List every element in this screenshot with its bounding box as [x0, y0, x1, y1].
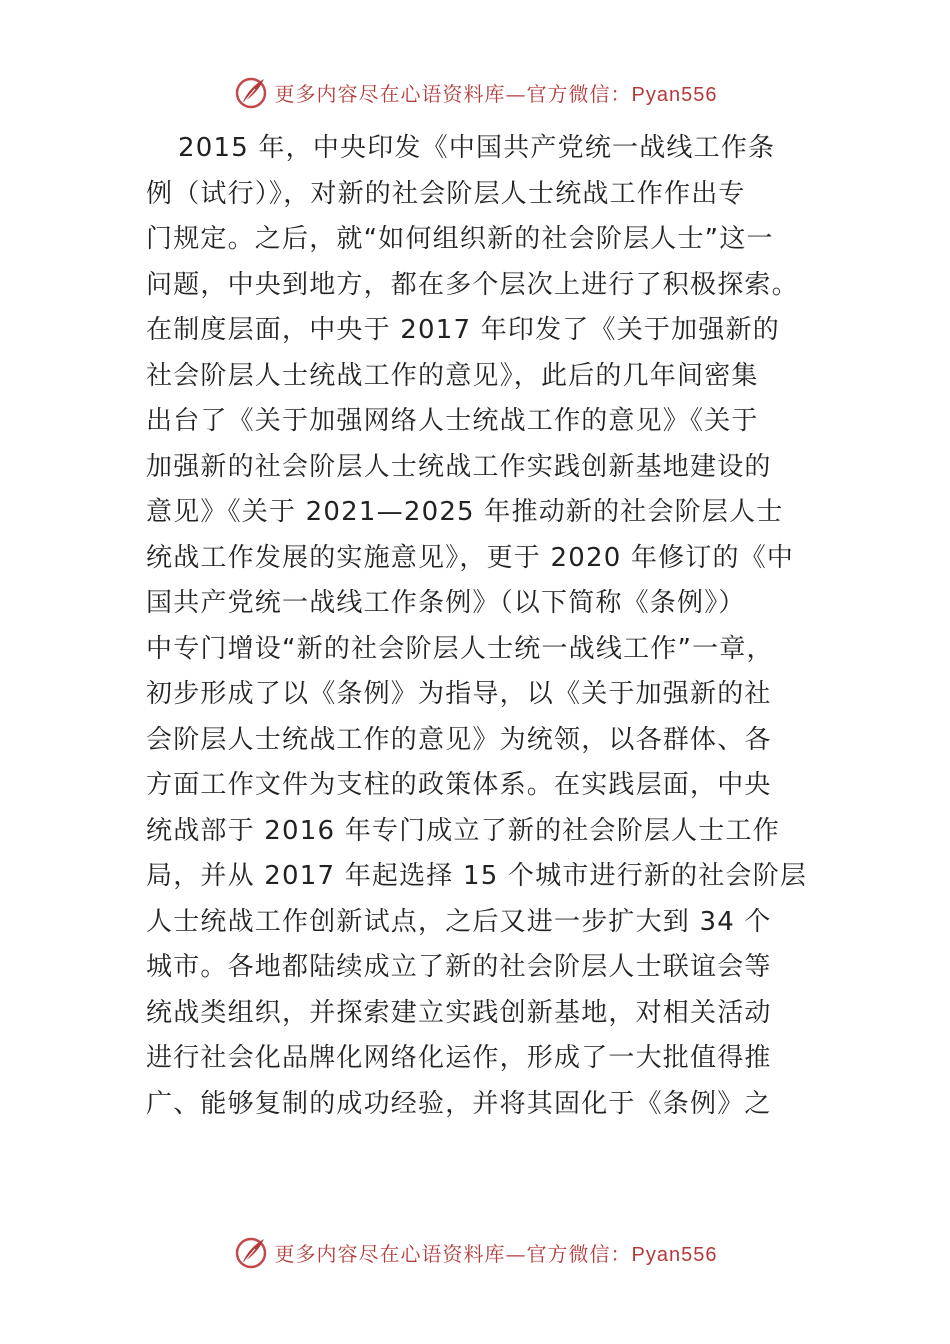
text-line: 中专门增设“新的社会阶层人士统一战线工作”一章， [146, 633, 774, 664]
text-line: 统战工作发展的实施意见》，更于 2020 年修订的《中 [146, 542, 795, 573]
text-line: 人士统战工作创新试点，之后又进一步扩大到 34 个 [146, 906, 772, 937]
document-body [146, 126, 836, 1127]
header-banner [0, 72, 950, 112]
text-line: 方面工作文件为支柱的政策体系。在实践层面，中央 [146, 770, 772, 800]
text-line: 初步形成了以《条例》为指导，以《关于加强新的社 [146, 679, 772, 709]
text-line: 国共产党统一战线工作条例》（以下简称《条例》） [146, 588, 746, 618]
banner-title: 更多内容尽在心语资料库 [274, 81, 506, 106]
quill-logo-icon [233, 1234, 269, 1270]
text-line: 意见》《关于 2021—2025 年推动新的社会阶层人士 [146, 497, 784, 527]
text-line: 加强新的社会阶层人士统战工作实践创新基地建设的 [146, 451, 772, 482]
footer-banner [0, 1232, 950, 1272]
banner-account: Pyan556 [631, 83, 718, 106]
banner-text [275, 1238, 718, 1267]
text-line: 出台了《关于加强网络人士统战工作的意见》《关于 [146, 406, 759, 436]
text-line: 在制度层面，中央于 2017 年印发了《关于加强新的 [146, 315, 780, 345]
text-line: 统战部于 2016 年专门成立了新的社会阶层人士工作 [146, 815, 780, 846]
banner-dash: — [505, 1241, 527, 1266]
text-line: 2015 年，中央印发《中国共产党统一战线工作条 [178, 133, 776, 163]
text-line: 进行社会化品牌化网络化运作，形成了一大批值得推 [146, 1043, 772, 1073]
banner-dash: — [505, 81, 527, 106]
text-line: 例（试行）》，对新的社会阶层人士统战工作作出专 [146, 178, 746, 209]
banner-text [275, 78, 718, 107]
quill-logo-icon [233, 74, 269, 110]
text-line: 门规定。之后，就“如何组织新的社会阶层人士”这一 [146, 224, 774, 254]
text-line: 问题，中央到地方，都在多个层次上进行了积极探索。 [146, 269, 799, 300]
text-line: 社会阶层人士统战工作的意见》，此后的几年间密集 [146, 360, 759, 391]
banner-account-label: 官方微信： [526, 1241, 632, 1266]
text-line: 城市。各地都陆续成立了新的社会阶层人士联谊会等 [146, 952, 772, 982]
text-line: 统战类组织，并探索建立实践创新基地，对相关活动 [146, 997, 772, 1028]
banner-account-label: 官方微信： [526, 81, 632, 106]
text-line: 局，并从 2017 年起选择 15 个城市进行新的社会阶层 [146, 861, 808, 891]
banner-title: 更多内容尽在心语资料库 [274, 1241, 506, 1266]
text-line: 会阶层人士统战工作的意见》为统领，以各群体、各 [146, 724, 772, 755]
banner-account: Pyan556 [631, 1243, 718, 1266]
text-line: 广、能够复制的成功经验，并将其固化于《条例》之 [146, 1088, 772, 1119]
